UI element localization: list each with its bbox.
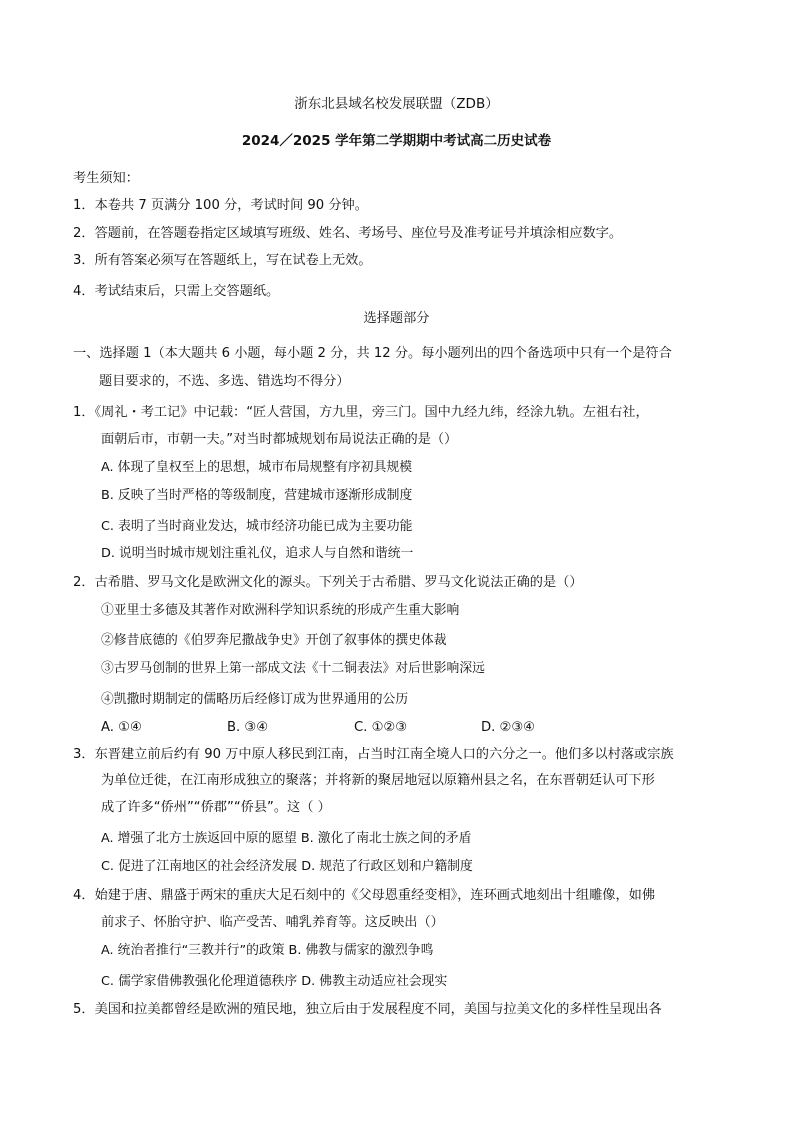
notice-item-2: 2．答题前，在答题卷指定区域填写班级、姓名、考场号、座位号及准考证号并填涂相应数字。 [73,226,623,241]
q2-statement-1: ①亚里士多德及其著作对欧洲科学知识系统的形成产生重大影响 [101,603,460,618]
q3-stem-line1: 3．东晋建立前后约有 90 万中原人移民到江南，占当时江南全境人口的六分之一。他们多以村落或宗族 [73,747,674,762]
q1-option-b: B. 反映了当时严格的等级制度，营建城市逐渐形成制度 [101,488,413,503]
q2-option-a: A. ①④ [101,720,142,735]
q3-stem-line2: 为单位迁徙，在江南形成独立的聚落；并将新的聚居地冠以原籍州县之名，在东晋朝廷认可下形 [101,773,655,788]
q2-statement-4: ④凯撒时期制定的儒略历后经修订成为世界通用的公历 [101,692,409,707]
q4-stem-line1: 4．始建于唐、鼎盛于两宋的重庆大足石刻中的《父母恩重经变相》，连环画式地刻出十组雕像，如佛 [73,888,656,903]
exam-header-title: 浙东北县域名校发展联盟（ZDB） [294,96,499,112]
q5-stem-line1: 5．美国和拉美都曾经是欧洲的殖民地，独立后由于发展程度不同，美国与拉美文化的多样性呈现出各 [73,1002,662,1017]
q4-options-ab: A. 统治者推行“三教并行”的政策 B. 佛教与儒家的激烈争鸣 [101,943,434,958]
q2-option-c: C. ①②③ [354,720,408,735]
q1-stem-line1: 1．《周礼・考工记》中记载：“匠人营国，方九里，旁三门。国中九经九纬，经涂九轨。左祖右社， [73,405,649,420]
q2-option-b: B. ③④ [227,720,269,735]
q2-statement-2: ②修昔底德的《伯罗奔尼撒战争史》开创了叙事体的撰史体裁 [101,633,447,648]
part1-instructions-line1: 一、选择题 1（本大题共 6 小题，每小题 2 分，共 12 分。每小题列出的四个备选项中只有一个是符合 [73,346,672,361]
q2-statement-3: ③古罗马创制的世界上第一部成文法《十二铜表法》对后世影响深远 [101,661,485,676]
q1-option-c: C. 表明了当时商业发达，城市经济功能已成为主要功能 [101,519,413,534]
notice-item-4: 4．考试结束后，只需上交答题纸。 [73,284,280,299]
q1-option-a: A. 体现了皇权至上的思想，城市布局规整有序初具规模 [101,460,412,475]
q1-option-d: D. 说明当时城市规划注重礼仪，追求人与自然和谐统一 [101,546,414,561]
part1-instructions-line2: 题目要求的，不选、多选、错选均不得分） [99,374,350,389]
notice-item-1: 1．本卷共 7 页满分 100 分，考试时间 90 分钟。 [73,198,368,213]
exam-subtitle: 2024／2025 学年第二学期期中考试高二历史试卷 [241,133,552,149]
q1-stem-line2: 面朝后市，市朝一夫。”对当时都城规划布局说法正确的是（） [101,432,458,447]
q3-options-ab: A. 增强了北方士族返回中原的愿望 B. 激化了南北士族之间的矛盾 [101,831,472,846]
section-title: 选择题部分 [363,311,430,326]
q4-stem-line2: 前求子、怀胎守护、临产受苦、哺乳养育等。这反映出（） [101,915,444,930]
q3-options-cd: C. 促进了江南地区的社会经济发展 D. 规范了行政区划和户籍制度 [101,859,473,874]
q2-option-d: D. ②③④ [481,720,536,735]
q3-stem-line3: 成了许多“侨州”“侨郡”“侨县”。这（ ） [101,800,331,815]
notice-item-3: 3．所有答案必须写在答题纸上，写在试卷上无效。 [73,253,372,268]
notice-heading: 考生须知： [73,171,139,186]
q4-options-cd: C. 儒学家借佛教强化伦理道德秩序 D. 佛教主动适应社会现实 [101,974,448,989]
q2-stem: 2．古希腊、罗马文化是欧洲文化的源头。下列关于古希腊、罗马文化说法正确的是（） [73,575,583,590]
